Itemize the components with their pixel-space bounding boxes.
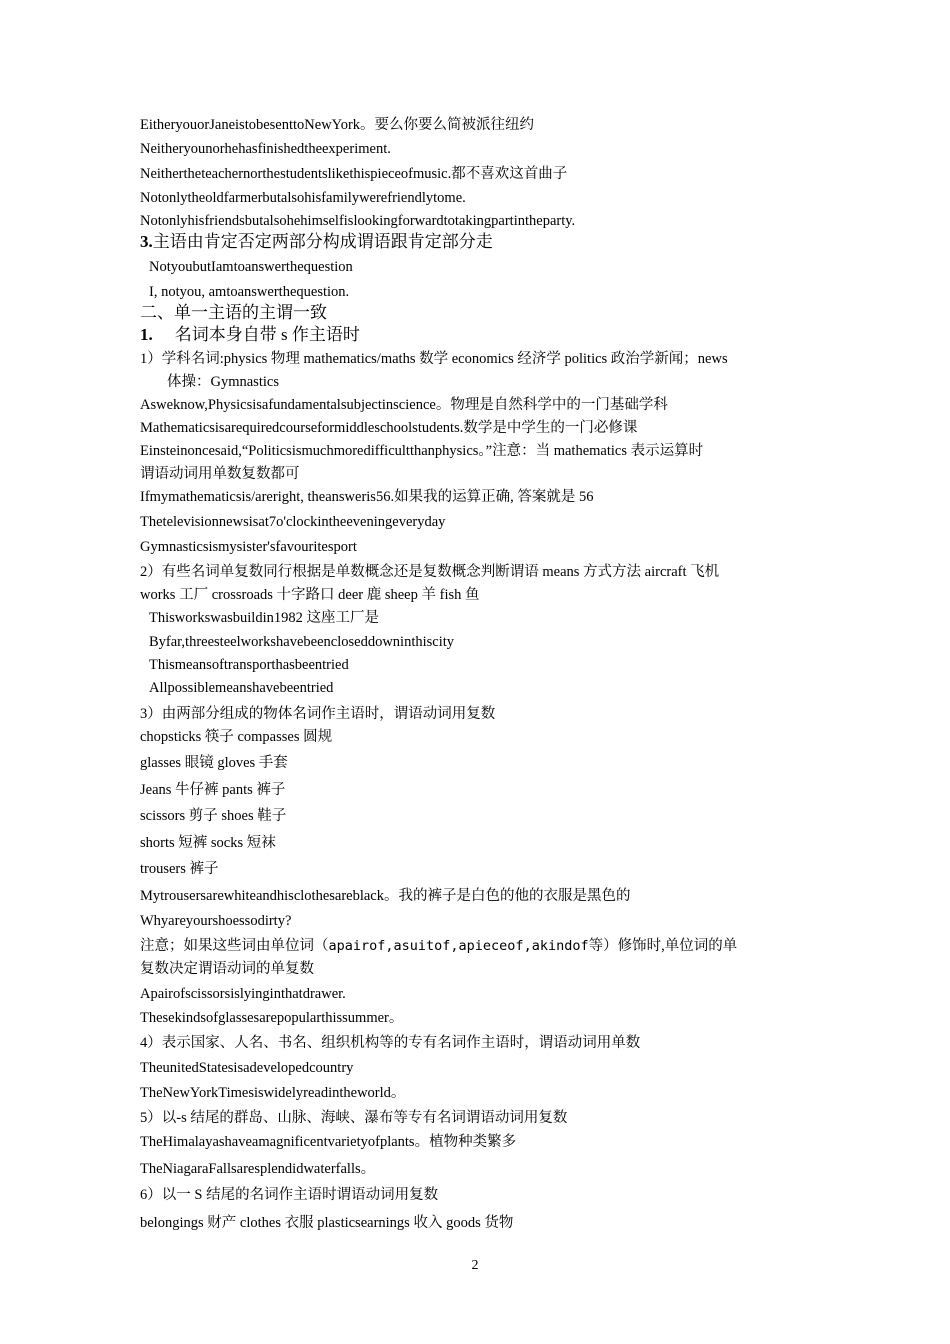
text-line: works 工厂 crossroads 十字路口 deer 鹿 sheep 羊 fish 鱼 [140,587,480,603]
text-line: scissors 剪子 shoes 鞋子 [140,808,287,824]
text-line: Byfar,threesteelworkshavebeencloseddowninthiscity [149,634,455,650]
subsection-heading [140,325,360,345]
text-line: Thisworkswasbuildin1982 这座工厂是 [149,610,379,626]
text-line: Jeans 牛仔裤 pants 裤子 [140,782,286,798]
text-line: TheHimalayashaveamagnificentvarietyofplants。植物种类繁多 [140,1134,517,1150]
note-text: 注意；如果这些词由单位词（ [140,938,329,954]
note-text: 等）修饰时,单位词的单 [588,938,738,954]
text-line: I, notyou, amtoanswerthequestion. [149,284,350,300]
text-line: TheunitedStatesisadevelopedcountry [140,1060,354,1076]
text-line: Whyareyourshoessodirty? [140,913,292,929]
heading-number: 3. [140,232,153,251]
text-line: trousers 裤子 [140,861,219,877]
text-line: Thismeansoftransporthasbeentried [149,657,349,673]
text-line: 1）学科名词:physics 物理 mathematics/maths 数学 economics 经济学 politics 政治学新闻；news [140,351,728,367]
note-term-list: apairof,asuitof,apieceof,akindof [328,938,589,954]
note-line [140,936,737,956]
text-line: EitheryouorJaneistobesenttoNewYork。要么你要么简被派往纽约 [140,117,535,133]
text-line: Allpossiblemeanshavebeentried [149,680,334,696]
text-line: TheNewYorkTimesiswidelyreadintheworld。 [140,1085,406,1101]
text-line: 5）以-s 结尾的群岛、山脉、海峡、瀑布等专有名词谓语动词用复数 [140,1110,568,1126]
text-line: 谓语动词用单数复数都可 [140,466,300,482]
heading-number: 1. [140,325,153,344]
page-number: 2 [471,1258,479,1273]
text-line: shorts 短裤 socks 短袜 [140,835,276,851]
text-line: Neitheryounorhehasfinishedtheexperiment. [140,141,391,157]
text-line: 6）以一 S 结尾的名词作主语时谓语动词用复数 [140,1187,439,1203]
text-line: Mytrousersarewhiteandhisclothesareblack。我的裤子是白色的他的衣服是黑色的 [140,888,631,904]
text-line: Mathematicsisarequiredcourseformiddleschoolstudents.数学是中学生的一门必修课 [140,420,638,436]
text-line: 4）表示国家、人名、书名、组织机构等的专有名词作主语时，谓语动词用单数 [140,1035,641,1051]
text-line: Thesekindsofglassesarepopularthissummer。 [140,1010,404,1026]
text-line: NotyoubutIamtoanswerthequestion [149,259,353,275]
text-line: belongings 财产 clothes 衣服 plasticsearnings 收入 goods 货物 [140,1215,514,1231]
section-heading: 二、单一主语的主谓一致 [140,303,327,322]
text-line: glasses 眼镜 gloves 手套 [140,755,288,771]
text-line: 复数决定谓语动词的单复数 [140,961,314,977]
text-line: Asweknow,Physicsisafundamentalsubjectinscience。物理是自然科学中的一门基础学科 [140,397,668,413]
text-line: Gymnasticsismysister'sfavouritesport [140,539,357,555]
section-heading [140,232,493,252]
text-line: Ifmymathematicsis/areright, theansweris56.如果我的运算正确, 答案就是 56 [140,489,594,505]
text-line: Neithertheteachernorthestudentslikethispieceofmusic.都不喜欢这首曲子 [140,166,568,182]
text-line: 体操：Gymnastics [167,374,279,390]
text-line: Thetelevisionnewsisat7o'clockintheeveningeveryday [140,514,446,530]
text-line: Notonlytheoldfarmerbutalsohisfamilywerefriendlytome. [140,190,466,206]
text-line: chopsticks 筷子 compasses 圆规 [140,729,333,745]
text-line: 3）由两部分组成的物体名词作主语时，谓语动词用复数 [140,706,496,722]
heading-text: 主语由肯定否定两部分构成谓语跟肯定部分走 [152,232,493,251]
text-line: Einsteinoncesaid,“Politicsismuchmoredifficultthanphysics。”注意：当 mathematics 表示运算时 [140,443,704,459]
text-line: Apairofscissorsislyinginthatdrawer. [140,986,346,1002]
heading-text: 名词本身自带 s 作主语时 [174,325,360,344]
text-line: 2）有些名词单复数同行根据是单数概念还是复数概念判断谓语 means 方式方法 aircraft 飞机 [140,564,720,580]
text-line: TheNiagaraFallsaresplendidwaterfalls。 [140,1161,376,1177]
text-line: Notonlyhisfriendsbutalsohehimselfislookingforwardtotakingpartintheparty. [140,213,576,229]
